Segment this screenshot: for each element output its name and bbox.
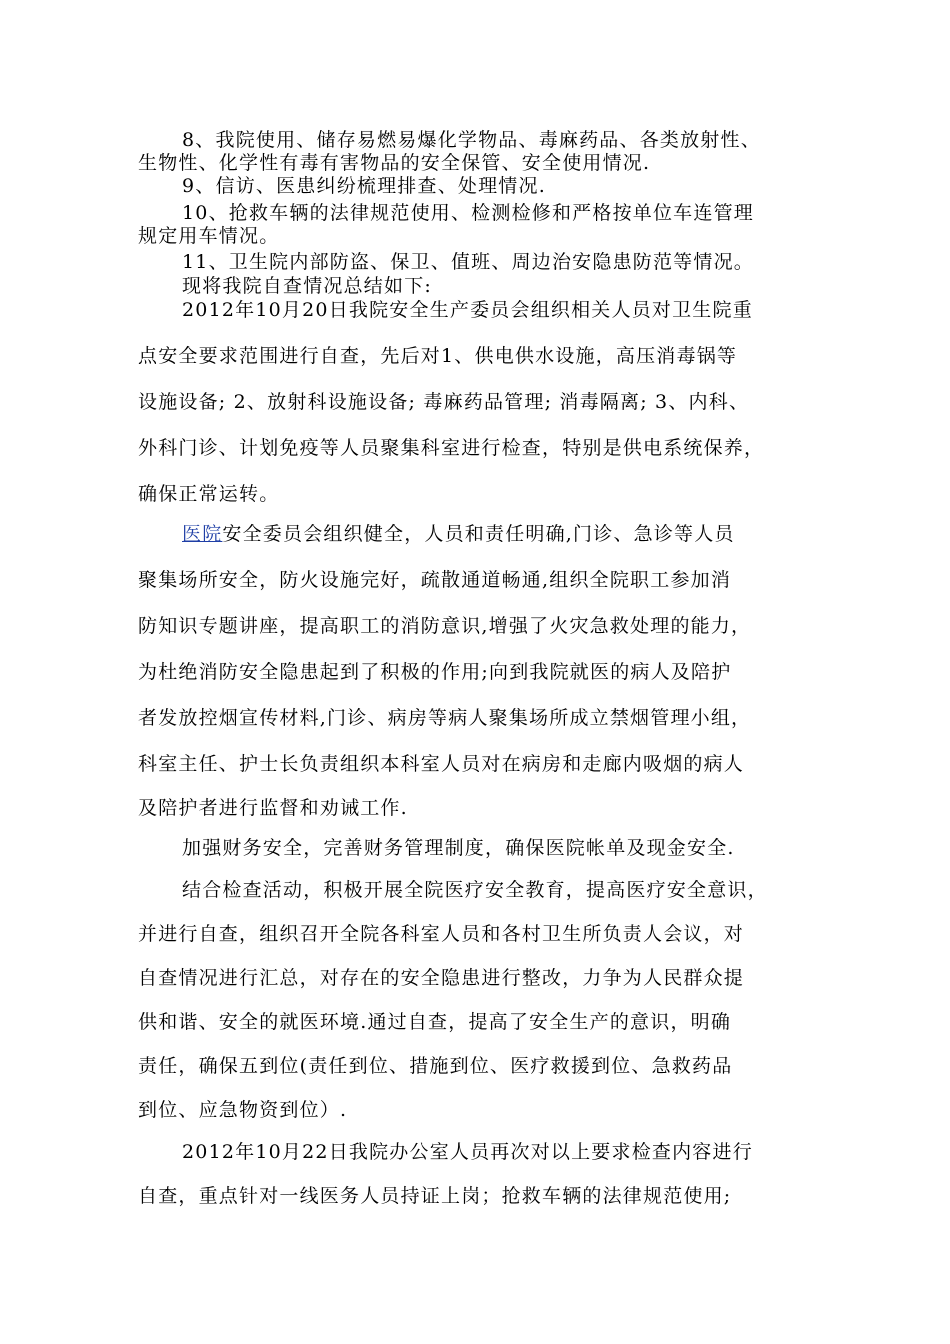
para-5-line-2: 自查，重点针对一线医务人员持证上岗；抢救车辆的法律规范使用; [138, 1185, 732, 1207]
para-1-line-5: 确保正常运转。 [138, 483, 280, 505]
para-2-line-6: 科室主任、护士长负责组织本科室人员对在病房和走廊内吸烟的病人 [138, 753, 745, 775]
para-4-line-3: 自查情况进行汇总，对存在的安全隐患进行整改，力争为人民群众提 [138, 967, 745, 989]
para-4-line-5: 责任，确保五到位(责任到位、措施到位、医疗救援到位、急救药品 [138, 1055, 733, 1077]
para-1-line-3: 设施设备; 2、放射科设施设备; 毒麻药品管理; 消毒隔离; 3、内科、 [138, 391, 750, 413]
list-item-8-line-2: 生物性、化学性有毒有害物品的安全保管、安全使用情况. [138, 152, 651, 174]
para-5-line-1: 2012年10月22日我院办公室人员再次对以上要求检查内容进行 [182, 1141, 753, 1163]
para-2-line-4: 为杜绝消防安全隐患起到了积极的作用;向到我院就医的病人及陪护 [138, 661, 732, 683]
para-4-line-1: 结合检查活动，积极开展全院医疗安全教育，提高医疗安全意识， [182, 879, 768, 901]
para-1-line-2: 点安全要求范围进行自查，先后对1、供电供水设施，高压消毒锅等 [138, 345, 738, 367]
list-item-8-line-1: 8、我院使用、储存易燃易爆化学物品、毒麻药品、各类放射性、 [182, 129, 761, 151]
para-2-line-2: 聚集场所安全，防火设施完好，疏散通道畅通,组织全院职工参加消 [138, 569, 732, 591]
summary-intro: 现将我院自查情况总结如下: [182, 275, 433, 297]
para-4-line-2: 并进行自查，组织召开全院各科室人员和各村卫生所负责人会议，对 [138, 923, 745, 945]
list-item-10-line-1: 10、抢救车辆的法律规范使用、检测检修和严格按单位车连管理 [182, 202, 754, 224]
para-2-line-5: 者发放控烟宣传材料,门诊、病房等病人聚集场所成立禁烟管理小组， [138, 707, 752, 729]
para-4-line-6: 到位、应急物资到位）. [138, 1099, 348, 1121]
para-1-line-1: 2012年10月20日我院安全生产委员会组织相关人员对卫生院重 [182, 299, 753, 321]
list-item-9: 9、信访、医患纠纷梳理排查、处理情况. [182, 175, 546, 197]
para-1-line-4: 外科门诊、计划免疫等人员聚集科室进行检查，特别是供电系统保养， [138, 437, 765, 459]
para-2-line-1 [182, 522, 735, 546]
para-3: 加强财务安全，完善财务管理制度，确保医院帐单及现金安全. [182, 837, 735, 859]
para-4-line-4: 供和谐、安全的就医环境.通过自查，提高了安全生产的意识，明确 [138, 1011, 732, 1033]
para-2-line-3: 防知识专题讲座，提高职工的消防意识,增强了火灾急救处理的能力， [138, 615, 752, 637]
para-2-line-7: 及陪护者进行监督和劝诫工作. [138, 797, 408, 819]
list-item-10-line-2: 规定用车情况。 [138, 225, 280, 247]
hospital-link[interactable]: 医院 [182, 523, 223, 545]
para-2-line-1-text: 安全委员会组织健全，人员和责任明确,门诊、急诊等人员 [222, 523, 735, 545]
list-item-11: 11、卫生院内部防盗、保卫、值班、周边治安隐患防范等情况。 [182, 251, 754, 273]
